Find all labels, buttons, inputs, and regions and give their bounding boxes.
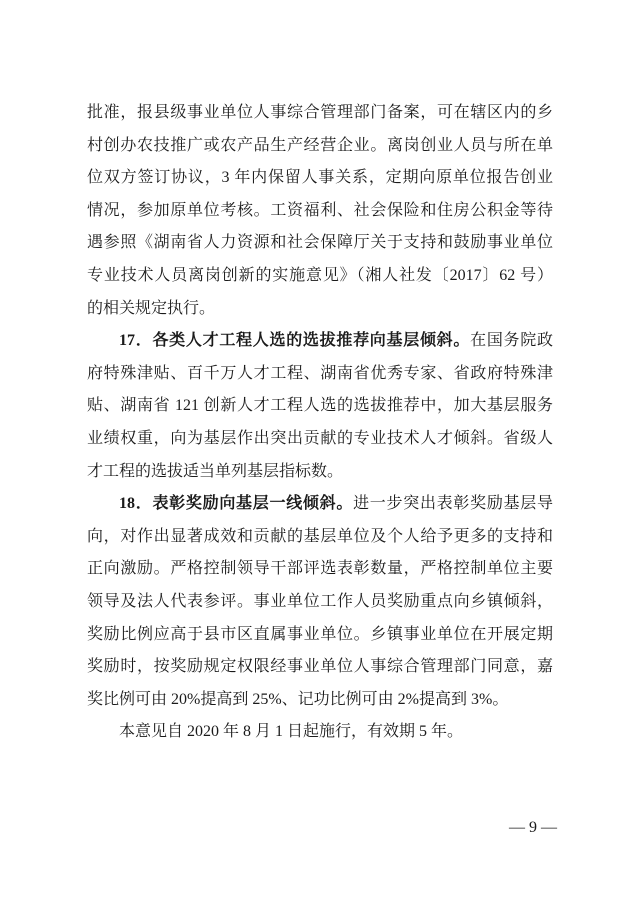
item-17-heading: 17．各类人才工程人选的选拔推荐向基层倾斜。 xyxy=(119,332,471,350)
text-line: 业绩权重，向为基层作出突出贡献的专业技术人才倾斜。省级人 xyxy=(87,429,553,447)
text-line: 专业技术人员离岗创新的实施意见》（湘人社发〔2017〕62 号） xyxy=(87,266,553,284)
text-line: 向，对作出显著成效和贡献的基层单位及个人给予更多的支持和 xyxy=(87,527,553,545)
text-line: 奖比例可由 20%提高到 25%、记功比例可由 2%提高到 3%。 xyxy=(87,690,509,708)
text-line: 情况，参加原单位考核。工资福利、社会保险和住房公积金等待 xyxy=(87,201,553,219)
text-line: 府特殊津贴、百千万人才工程、湖南省优秀专家、省政府特殊津 xyxy=(87,364,553,382)
item-18-text: 进一步突出表彰奖励基层导 xyxy=(353,495,553,513)
text-line: 村创办农技推广或农产品生产经营企业。离岗创业人员与所在单 xyxy=(87,136,553,154)
text-line: 的相关规定执行。 xyxy=(87,299,216,317)
page-number: — 9 — xyxy=(509,819,557,836)
body-text xyxy=(87,97,553,749)
item-17-text: 在国务院政 xyxy=(470,332,553,350)
closing-statement: 本意见自 2020 年 8 月 1 日起施行，有效期 5 年。 xyxy=(119,723,464,741)
text-line: 奖励比例应高于县市区直属事业单位。乡镇事业单位在开展定期 xyxy=(87,625,553,643)
item-18-heading: 18．表彰奖励向基层一线倾斜。 xyxy=(119,495,354,513)
text-line: 遇参照《湖南省人力资源和社会保障厅关于支持和鼓励事业单位 xyxy=(87,234,553,252)
text-line: 批准，报县级事业单位人事综合管理部门备案，可在辖区内的乡 xyxy=(87,104,553,121)
item-17-first-line xyxy=(87,325,553,358)
text-line: 正向激励。严格控制领导干部评选表彰数量，严格控制单位主要 xyxy=(87,560,553,578)
text-line: 奖励时，按奖励规定权限经事业单位人事综合管理部门同意，嘉 xyxy=(87,658,553,676)
text-line: 才工程的选拔适当单列基层指标数。 xyxy=(87,462,344,480)
text-line: 位双方签订协议，3 年内保留人事关系，定期向原单位报告创业 xyxy=(87,169,553,187)
text-line: 领导及法人代表参评。事业单位工作人员奖励重点向乡镇倾斜， xyxy=(87,592,553,610)
text-line: 贴、湖南省 121 创新人才工程人选的选拔推荐中，加大基层服务 xyxy=(87,397,553,415)
item-18-first-line xyxy=(87,488,553,521)
